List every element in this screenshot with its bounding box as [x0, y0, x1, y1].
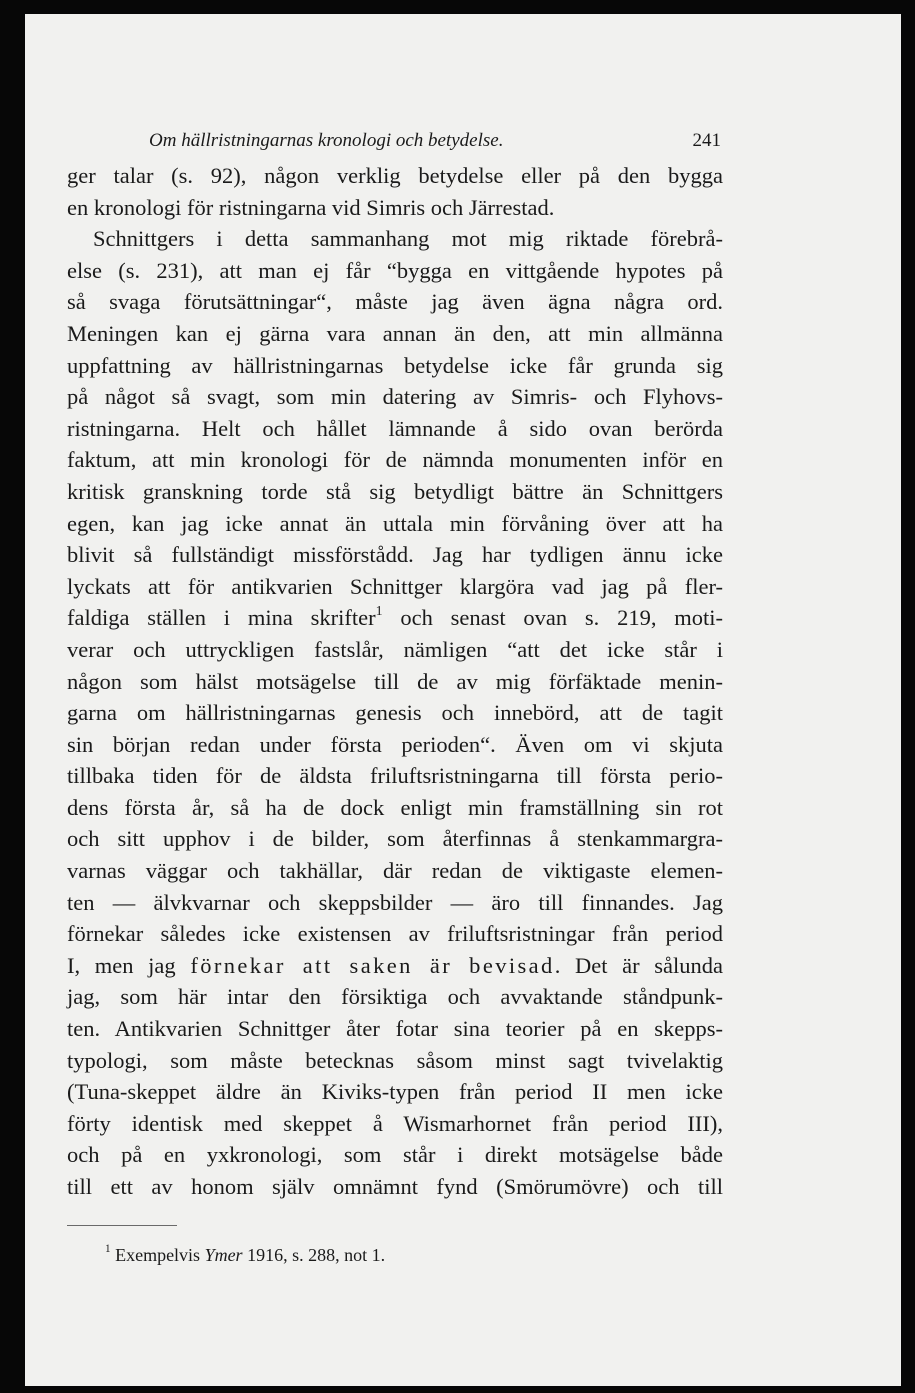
text-line: dens första år, så ha de dock enligt min framställning sin rot: [67, 794, 723, 820]
text-line: förty identisk med skeppet å Wismarhornet från period III),: [67, 1110, 723, 1136]
text-line: så svaga förutsättningar“, måste jag även ägna några ord.: [67, 289, 723, 315]
text-line: varnas väggar och takhällar, där redan de viktigaste elemen-: [67, 858, 723, 884]
running-head: [67, 126, 723, 156]
text-line: och på en yxkronologi, som står i direkt motsägelse både: [67, 1142, 723, 1168]
text-line: Meningen kan ej gärna vara annan än den, att min allmänna: [67, 320, 723, 346]
body-text: [67, 160, 723, 1203]
footnote-journal: Ymer: [204, 1244, 243, 1265]
text-line: blivit så fullständigt missförstådd. Jag har tydligen ännu icke: [67, 542, 723, 568]
text-line: garna om hällristningarnas genesis och innebörd, att de tagit: [67, 700, 723, 726]
text-line: else (s. 231), att man ej får “bygga en vittgående hypotes på: [67, 257, 723, 283]
text-line: ristningarna. Helt och hållet lämnande å sido ovan berörda: [67, 415, 723, 441]
text-line: till ett av honom själv omnämnt fynd (Smörumövre) och till: [67, 1174, 723, 1199]
text-line: faktum, att min kronologi för de nämnda monumenten inför en: [67, 447, 723, 473]
text-line: tillbaka tiden för de äldsta friluftsristningarna till första perio-: [67, 763, 723, 789]
text-line: sin början redan under första perioden“. Även om vi skjuta: [67, 731, 723, 757]
text-line: ten. Antikvarien Schnittger åter fotar sina teorier på en skepps-: [67, 1016, 723, 1042]
page-number: 241: [692, 130, 721, 151]
text-line: verar och uttryckligen fastslår, nämligen “att det icke står i: [67, 636, 723, 662]
text-line: ten — älvkvarnar och skeppsbilder — äro till finnandes. Jag: [67, 889, 723, 915]
text-line: Schnittgers i detta sammanhang mot mig riktade förebrå-: [93, 226, 723, 252]
text-line: lyckats att för antikvarien Schnittger klargöra vad jag på fler-: [67, 573, 723, 599]
text-line: jag, som här intar den försiktiga och avvaktande ståndpunk-: [67, 984, 723, 1010]
text-line-with-footnote-ref: [67, 602, 723, 634]
text-line: egen, kan jag icke annat än uttala min förvåning över att ha: [67, 510, 723, 536]
text-line: typologi, som måste betecknas såsom minst sagt tvivelaktig: [67, 1047, 723, 1073]
footnote-ref: 1: [375, 604, 383, 620]
running-title: Om hällristningarnas kronologi och betydelse.: [149, 130, 504, 151]
text-line: uppfattning av hällristningarnas betydelse icke får grunda sig: [67, 352, 723, 378]
text-line: på något så svagt, som min datering av Simris- och Flyhovs-: [67, 384, 723, 410]
text-segment: och senast ovan s. 219, moti-: [382, 605, 723, 631]
footnote-prefix: Exempelvis: [115, 1244, 201, 1265]
text-line-spaced: [67, 950, 723, 982]
text-line: kritisk granskning torde stå sig betydligt bättre än Schnittgers: [67, 478, 723, 504]
footnote-citation: 1916, s. 288, not 1.: [247, 1244, 386, 1265]
footnote: [67, 1244, 723, 1266]
text-line: förnekar således icke existensen av friluftsristningar från period: [67, 921, 723, 947]
text-line: en kronologi för ristningarna vid Simris och Järrestad.: [67, 194, 555, 220]
text-line: ger talar (s. 92), någon verklig betydelse eller på den bygga: [67, 163, 723, 188]
text-segment: . Det är sålunda: [554, 952, 724, 978]
text-line: någon som hälst motsägelse till de av mig förfäktade menin-: [67, 668, 723, 694]
document-page: [25, 14, 901, 1386]
footnote-rule: [67, 1225, 177, 1226]
text-segment: faldiga ställen i mina skrifter: [67, 605, 376, 631]
text-segment: I, men jag: [67, 952, 191, 978]
text-column: [67, 126, 723, 1266]
text-line: (Tuna-skeppet äldre än Kiviks-typen från period II men icke: [67, 1079, 723, 1105]
spaced-emphasis: förnekar att saken är bevisad: [190, 952, 555, 978]
text-line: och sitt upphov i de bilder, som återfinnas å stenkammargra-: [67, 826, 723, 852]
footnote-marker: 1: [105, 1243, 111, 1256]
